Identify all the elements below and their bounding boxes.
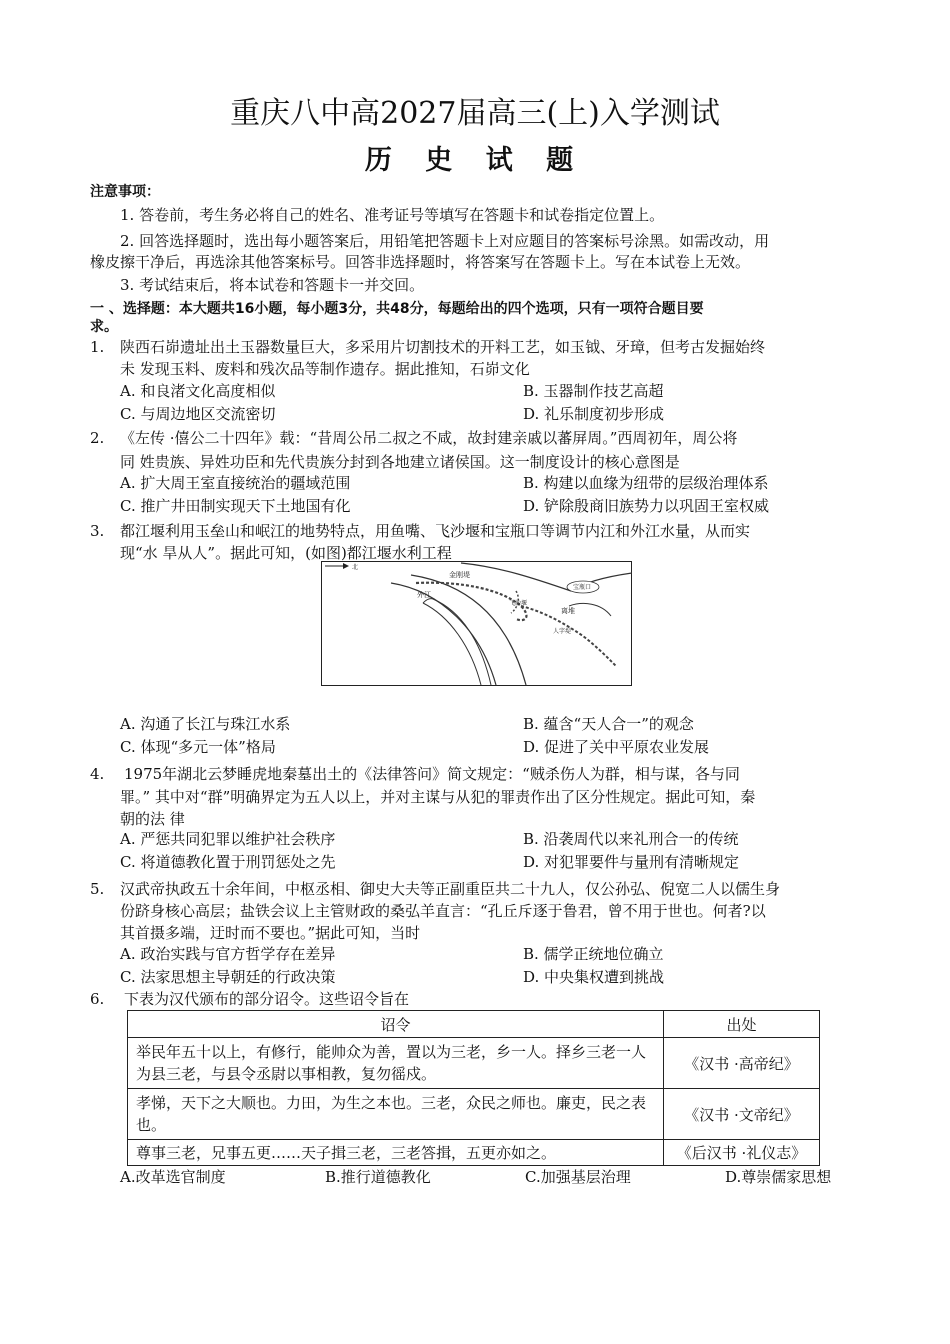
page-subtitle: 历 史 试 题	[364, 145, 586, 176]
q6-option-d[interactable]: D.尊崇儒家思想	[725, 1168, 832, 1186]
label-renzidi: 人字堤	[553, 628, 572, 635]
q6-option-c[interactable]: C.加强基层治理	[525, 1168, 631, 1186]
notice-item-1: 1. 答卷前，考生务必将自己的姓名、准考证号等填写在答题卡和试卷指定位置上。	[120, 206, 665, 224]
section-heading-line2: 求。	[90, 319, 118, 335]
table-row	[128, 1140, 820, 1166]
q1-option-d[interactable]: D. 礼乐制度初步形成	[523, 405, 665, 423]
label-jingang: 金刚堤	[449, 571, 470, 579]
q2-option-a[interactable]: A. 扩大周王室直接统治的疆域范围	[120, 474, 351, 492]
q1-option-c[interactable]: C. 与周边地区交流密切	[120, 405, 276, 423]
notice-item-2a: 2. 回答选择题时，选出每小题答案后，用铅笔把答题卡上对应题目的答案标号涂黑。如需改动，用	[120, 232, 770, 250]
q5-option-c[interactable]: C. 法家思想主导朝廷的行政决策	[120, 968, 336, 986]
q4-option-a[interactable]: A. 严惩共同犯罪以维护社会秩序	[120, 830, 336, 848]
table-cell-edict: 尊事三老，兄事五更……天子揖三老，三老答揖，五更亦如之。	[128, 1140, 664, 1166]
q3-number: 3.	[90, 522, 105, 540]
q5-option-d[interactable]: D. 中央集权遭到挑战	[523, 968, 665, 986]
q4-option-c[interactable]: C. 将道德教化置于刑罚惩处之先	[120, 853, 336, 871]
q5-option-a[interactable]: A. 政治实践与官方哲学存在差异	[120, 945, 336, 963]
north-label: 北	[352, 564, 359, 571]
q1-stem-line1: 陕西石峁遗址出土玉器数量巨大，多采用片切割技术的开料工艺，如玉钺、牙璋，但考古发掘始终	[120, 338, 766, 356]
table-cell-source: 《汉书 ·文帝纪》	[664, 1089, 820, 1140]
q4-stem-line1: 1975年湖北云梦睡虎地秦墓出土的《法律答问》简文规定：“贼杀伤人为群，相与谋，各与同	[124, 765, 740, 783]
q5-stem-line1: 汉武帝执政五十余年间，中枢丞相、御史大夫等正副重臣共二十九人，仅公孙弘、倪宽二人以儒生身	[120, 880, 781, 898]
table-row	[128, 1089, 820, 1140]
notice-item-2b: 橡皮擦干净后，再选涂其他答案标号。回答非选择题时，将答案写在答题卡上。写在本试卷上无效。	[90, 253, 751, 271]
q5-stem-line2: 份跻身核心高层；盐铁会议上主管财政的桑弘羊直言：“孔丘斥逐于鲁君，曾不用于世也。何者?以	[120, 902, 766, 920]
q1-stem-line2: 未 发现玉料、废料和残次品等制作遗存。据此推知，石峁文化	[120, 360, 530, 378]
q1-option-a[interactable]: A. 和良渚文化高度相似	[120, 382, 276, 400]
q3-stem-line1: 都江堰利用玉垒山和岷江的地势特点，用鱼嘴、飞沙堰和宝瓶口等调节内江和外江水量，从而实	[120, 522, 751, 540]
q3-stem-line2: 现“水 旱从人”。据此可知，(如图)都江堰水利工程	[120, 544, 452, 562]
q6-option-a[interactable]: A.改革选官制度	[120, 1168, 226, 1186]
q5-option-b[interactable]: B. 儒学正统地位确立	[523, 945, 664, 963]
table-cell-edict: 举民年五十以上，有修行，能帅众为善，置以为三老，乡一人。择乡三老一人为县三老，与县令丞尉以事相教，复勿徭戍。	[128, 1038, 664, 1089]
q3-option-a[interactable]: A. 沟通了长江与珠江水系	[120, 715, 291, 733]
q2-stem-line2: 同 姓贵族、异姓功臣和先代贵族分封到各地建立诸侯国。这一制度设计的核心意图是	[120, 453, 680, 471]
q5-stem-line3: 其首摄多端，迂时而不要也。”据此可知，当时	[120, 924, 421, 942]
q2-number: 2.	[90, 429, 105, 447]
table-header-source: 出处	[664, 1011, 820, 1038]
label-lidui: 离堆	[561, 607, 575, 615]
table-header-edict: 诏令	[128, 1011, 664, 1038]
q6-option-b[interactable]: B.推行道德教化	[325, 1168, 431, 1186]
q4-stem-line2: 罪。” 其中对“群”明确界定为五人以上，并对主谋与从犯的罪责作出了区分性规定。据此可知，秦	[120, 788, 756, 806]
dujiangyan-diagram	[321, 561, 632, 686]
table-cell-source: 《汉书 ·高帝纪》	[664, 1038, 820, 1089]
table-row	[128, 1038, 820, 1089]
q5-number: 5.	[90, 880, 105, 898]
q4-option-b[interactable]: B. 沿袭周代以来礼刑合一的传统	[523, 830, 739, 848]
q4-number: 4.	[90, 765, 105, 783]
table-cell-edict: 孝悌，天下之大顺也。力田，为生之本也。三老，众民之师也。廉吏，民之表也。	[128, 1089, 664, 1140]
q2-option-d[interactable]: D. 铲除殷商旧族势力以巩固王室权威	[523, 497, 770, 515]
edict-table	[127, 1010, 820, 1166]
label-feishayan: 飞沙堰	[509, 600, 528, 607]
label-waijiang: 外江	[417, 591, 431, 599]
q1-option-b[interactable]: B. 玉器制作技艺高超	[523, 382, 664, 400]
table-cell-source: 《后汉书 ·礼仪志》	[664, 1140, 820, 1166]
q3-option-b[interactable]: B. 蕴含“天人合一”的观念	[523, 715, 694, 733]
q6-stem-line1: 下表为汉代颁布的部分诏令。这些诏令旨在	[124, 990, 410, 1008]
section-heading-line1: 一 、选择题：本大题共16小题，每小题3分，共48分，每题给出的四个选项，只有一项符合题目要	[90, 301, 704, 317]
q4-option-d[interactable]: D. 对犯罪要件与量刑有清晰规定	[523, 853, 740, 871]
q3-option-d[interactable]: D. 促进了关中平原农业发展	[523, 738, 710, 756]
label-baopingkou: 宝瓶口	[573, 584, 592, 591]
q2-option-b[interactable]: B. 构建以血缘为纽带的层级治理体系	[523, 474, 769, 492]
notice-item-3: 3. 考试结束后，将本试卷和答题卡一并交回。	[120, 276, 425, 294]
q2-stem-line1: 《左传 ·僖公二十四年》载：“昔周公吊二叔之不咸，故封建亲戚以蕃屏周。”西周初年，周公将	[120, 429, 738, 447]
page-title: 重庆八中高2027届高三(上)入学测试	[230, 96, 720, 131]
table-header-row	[128, 1011, 820, 1038]
q3-option-c[interactable]: C. 体现“多元一体”格局	[120, 738, 276, 756]
q2-option-c[interactable]: C. 推广井田制实现天下土地国有化	[120, 497, 351, 515]
q4-stem-line3: 朝的法 律	[120, 810, 185, 828]
q6-number: 6.	[90, 990, 105, 1008]
q1-number: 1.	[90, 338, 105, 356]
notice-heading: 注意事项：	[90, 184, 160, 200]
